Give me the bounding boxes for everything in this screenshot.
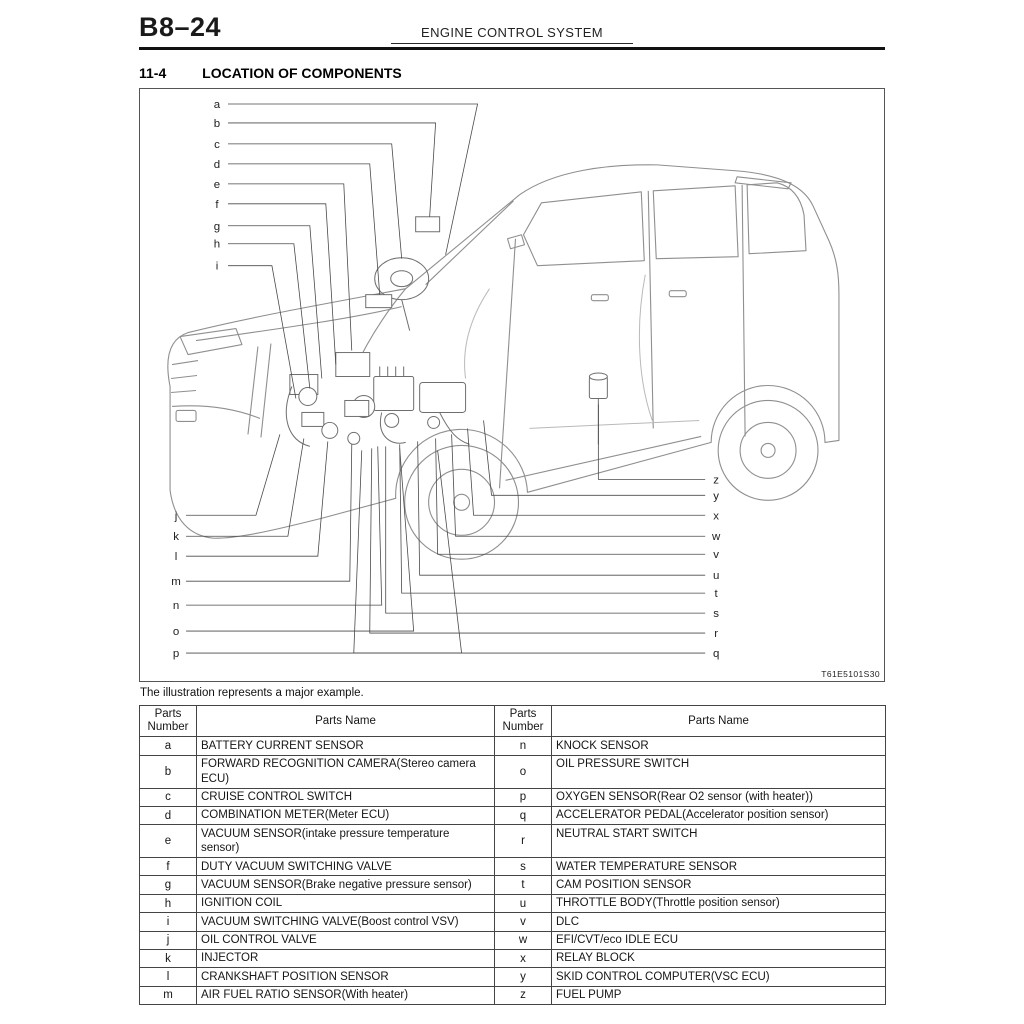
engine-block [374,377,414,411]
page-number: B8–24 [139,12,222,42]
parts-name-cell: OIL CONTROL VALVE [197,931,495,949]
callout-label: n [172,600,180,613]
parts-table-row [140,894,886,912]
fog-lamp [176,410,196,421]
combination-meter [366,295,392,308]
parts-name-cell: OXYGEN SENSOR(Rear O2 sensor (with heater)) [552,788,886,806]
header-title: ENGINE CONTROL SYSTEM [391,25,633,44]
callout-label: k [173,531,179,544]
grille [171,361,198,393]
figure-code: T61E5101S30 [821,669,880,679]
parts-name-cell: FORWARD RECOGNITION CAMERA(Stereo camera ECU) [197,755,495,788]
callout-label: i [215,260,219,273]
parts-number-cell: d [140,806,197,824]
front-door-handle [591,295,608,301]
parts-name-cell: CRANKSHAFT POSITION SENSOR [197,968,495,986]
leader-lines [186,104,705,653]
parts-name-cell: KNOCK SENSOR [552,737,886,755]
parts-number-cell: g [140,876,197,894]
parts-number-cell: i [140,913,197,931]
parts-name-cell: CRUISE CONTROL SWITCH [197,788,495,806]
parts-name-cell: EFI/CVT/eco IDLE ECU [552,931,886,949]
callout-label: f [215,198,219,211]
parts-name-cell: IGNITION COIL [197,894,495,912]
parts-number-cell: y [495,968,552,986]
rear-wheel [718,400,818,500]
parts-number-cell: b [140,755,197,788]
parts-number-cell: k [140,949,197,967]
side-mirror [508,235,525,249]
parts-table-row [140,968,886,986]
component-location-diagram [139,88,885,682]
parts-number-cell: a [140,737,197,755]
camera-unit [416,217,440,232]
parts-name-cell: OIL PRESSURE SWITCH [552,755,886,788]
callout-label: w [712,531,721,544]
parts-name-cell: THROTTLE BODY(Throttle position sensor) [552,894,886,912]
col-header-parts-number: Parts Number [495,706,552,737]
parts-number-cell: q [495,806,552,824]
parts-number-cell: t [495,876,552,894]
callout-label: h [213,238,221,251]
callout-label: p [172,648,180,661]
parts-name-cell: CAM POSITION SENSOR [552,876,886,894]
page-header [139,12,885,50]
parts-table-row [140,986,886,1004]
parts-name-cell: ACCELERATOR PEDAL(Accelerator position sensor) [552,806,886,824]
callout-label: y [713,490,720,503]
parts-table-row [140,913,886,931]
radiator [248,344,271,438]
parts-number-cell: m [140,986,197,1004]
manual-page [139,0,885,1005]
air-cleaner [420,383,466,413]
callout-label: a [213,98,221,111]
rear-door-handle [669,291,686,297]
parts-table-row [140,858,886,876]
col-header-parts-number: Parts Number [140,706,197,737]
callout-label: c [214,138,220,151]
callout-label: q [712,648,720,661]
callout-label: s [713,608,720,621]
callout-label: u [712,570,720,583]
callout-label: l [174,551,178,564]
parts-table-row [140,806,886,824]
parts-name-cell: VACUUM SENSOR(Brake negative pressure sensor) [197,876,495,894]
parts-name-cell: BATTERY CURRENT SENSOR [197,737,495,755]
callout-label: e [213,178,221,191]
vehicle-outline [168,165,839,538]
parts-table-row [140,825,886,858]
parts-number-cell: v [495,913,552,931]
parts-number-cell: n [495,737,552,755]
section-number: 11-4 [139,65,167,81]
parts-number-cell: h [140,894,197,912]
header-rule [139,47,885,50]
parts-table-header-row [140,706,886,737]
parts-number-cell: e [140,825,197,858]
cabin-components [366,217,440,331]
battery [336,353,370,377]
section-title [139,65,885,81]
parts-table [139,705,886,1005]
parts-table-row [140,755,886,788]
parts-name-cell: AIR FUEL RATIO SENSOR(With heater) [197,986,495,1004]
parts-name-cell: INJECTOR [197,949,495,967]
parts-number-cell: u [495,894,552,912]
parts-number-cell: w [495,931,552,949]
parts-number-cell: s [495,858,552,876]
parts-table-row [140,876,886,894]
callout-label: z [713,474,720,487]
parts-number-cell: j [140,931,197,949]
parts-table-row [140,737,886,755]
callout-label: v [713,549,720,562]
vehicle-diagram-svg [140,89,884,681]
callout-label: g [213,220,221,233]
parts-name-cell: RELAY BLOCK [552,949,886,967]
parts-number-cell: o [495,755,552,788]
parts-number-cell: f [140,858,197,876]
parts-name-cell: VACUUM SWITCHING VALVE(Boost control VSV) [197,913,495,931]
callout-label: t [714,588,718,601]
callout-label: j [174,510,178,523]
figure-caption: The illustration represents a major example. [140,687,364,699]
parts-number-cell: l [140,968,197,986]
parts-number-cell: x [495,949,552,967]
callout-label: m [171,576,181,589]
parts-table-row [140,949,886,967]
roof-rail [735,177,791,189]
parts-name-cell: DUTY VACUUM SWITCHING VALVE [197,858,495,876]
parts-name-cell: NEUTRAL START SWITCH [552,825,886,858]
parts-name-cell: SKID CONTROL COMPUTER(VSC ECU) [552,968,886,986]
parts-table-row [140,788,886,806]
callout-label: d [213,158,221,171]
callout-label: o [172,626,180,639]
parts-name-cell: FUEL PUMP [552,986,886,1004]
parts-number-cell: p [495,788,552,806]
parts-name-cell: WATER TEMPERATURE SENSOR [552,858,886,876]
parts-name-cell: DLC [552,913,886,931]
callout-label: x [713,510,720,523]
parts-number-cell: r [495,825,552,858]
parts-name-cell: VACUUM SENSOR(intake pressure temperature sensor) [197,825,495,858]
callout-label: r [714,628,719,641]
parts-table-row [140,931,886,949]
parts-number-cell: z [495,986,552,1004]
callout-label: b [213,117,221,130]
section-heading: LOCATION OF COMPONENTS [202,65,402,81]
col-header-parts-name: Parts Name [197,706,495,737]
interior-lines [465,275,700,429]
parts-number-cell: c [140,788,197,806]
parts-name-cell: COMBINATION METER(Meter ECU) [197,806,495,824]
col-header-parts-name: Parts Name [552,706,886,737]
